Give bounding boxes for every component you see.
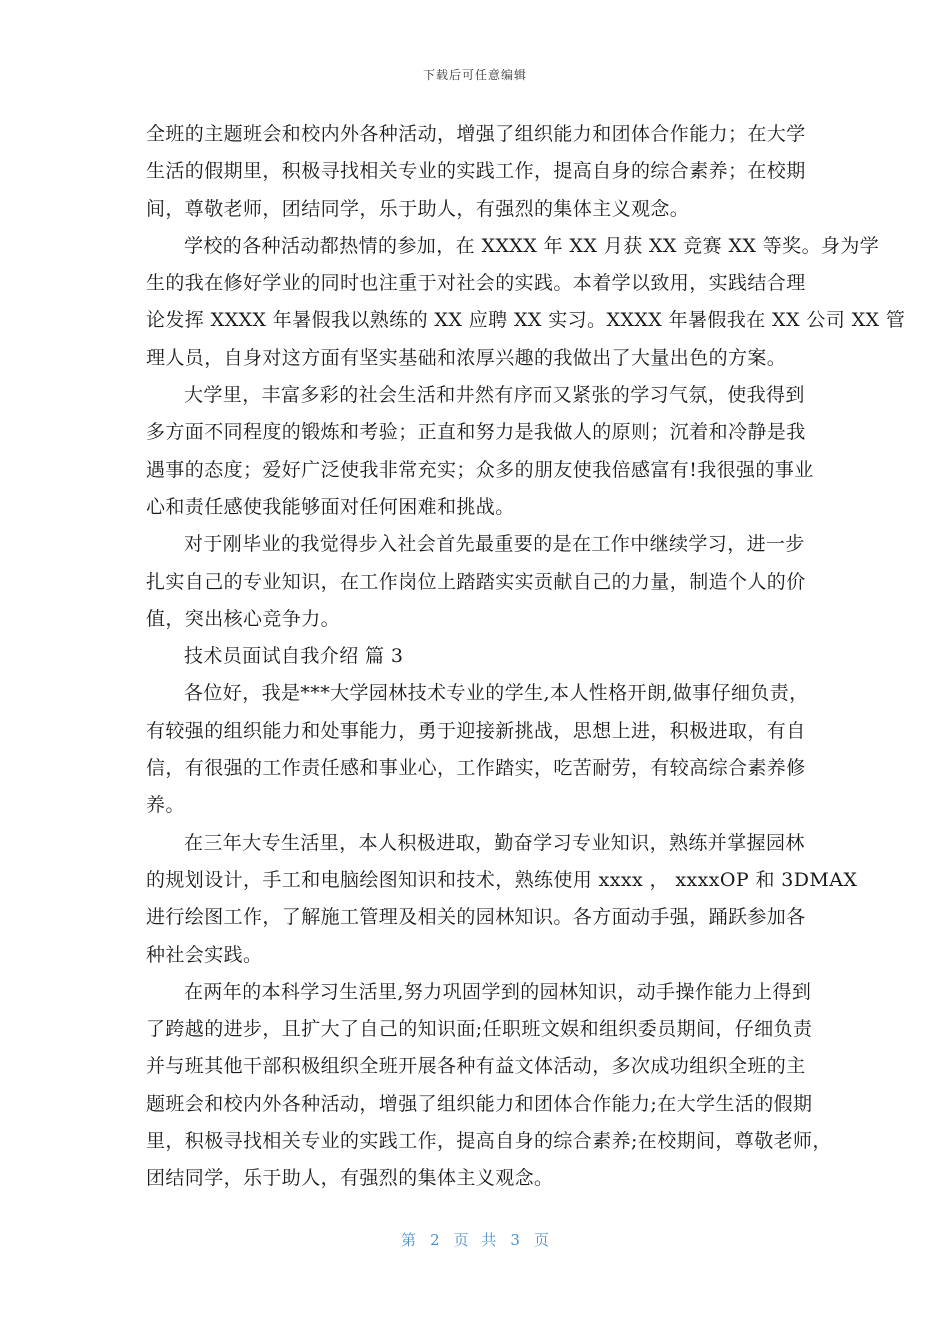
page-prefix: 第	[401, 1231, 417, 1249]
paragraph-start-line: 对于刚毕业的我觉得步入社会首先最重要的是在工作中继续学习，进一步	[184, 533, 805, 556]
text-line: 里，积极寻找相关专业的实践工作，提高自身的综合素养;在校期间，尊敬老师，	[146, 1130, 832, 1153]
text-line: 题班会和校内外各种活动，增强了组织能力和团体合作能力;在大学生活的假期	[146, 1092, 813, 1115]
text-line: 并与班其他干部积极组织全班开展各种有益文体活动，多次成功组织全班的主	[146, 1055, 806, 1078]
text-line: 团结同学，乐于助人，有强烈的集体主义观念。	[146, 1167, 554, 1190]
page-number-footer	[0, 1229, 950, 1250]
page-suffix: 页	[533, 1231, 549, 1249]
paragraph-start-line: 大学里，丰富多彩的社会生活和井然有序而又紧张的学习气氛，使我得到	[184, 384, 805, 407]
text-line: 论发挥 XXXX 年暑假我以熟练的 XX 应聘 XX 实习。XXXX 年暑假我在 XX 公司 XX 管	[146, 309, 906, 332]
total-pages-number: 3	[510, 1231, 520, 1249]
text-line: 进行绘图工作，了解施工管理及相关的园林知识。各方面动手强，踊跃参加各	[146, 906, 806, 929]
page-middle-text: 页 共	[453, 1231, 497, 1249]
text-line: 心和责任感使我能够面对任何困难和挑战。	[146, 495, 515, 518]
text-line: 生的我在修好学业的同时也注重于对社会的实践。本着学以致用，实践结合理	[146, 272, 806, 295]
page-header-note: 下载后可任意编辑	[422, 68, 527, 82]
text-line: 有较强的组织能力和处事能力，勇于迎接新挑战，思想上进，积极进取，有自	[146, 719, 806, 742]
text-line: 值，突出核心竞争力。	[146, 607, 341, 630]
paragraph-start-line: 在三年大专生活里，本人积极进取，勤奋学习专业知识，熟练并掌握园林	[184, 831, 805, 854]
text-line: 养。	[146, 794, 185, 817]
text-line: 扎实自己的专业知识，在工作岗位上踏踏实实贡献自己的力量，制造个人的价	[146, 570, 806, 593]
text-line: 种社会实践。	[146, 943, 263, 966]
text-line: 遇事的态度；爱好广泛使我非常充实；众多的朋友使我倍感富有!我很强的事业	[146, 458, 814, 481]
text-line: 的规划设计，手工和电脑绘图知识和技术，熟练使用 xxxx ， xxxxOP 和 3DMAX	[146, 868, 858, 891]
current-page-number: 2	[430, 1231, 440, 1249]
text-line: 信，有很强的工作责任感和事业心，工作踏实，吃苦耐劳，有较高综合素养修	[146, 757, 806, 780]
paragraph-start-line: 在两年的本科学习生活里,努力巩固学到的园林知识，动手操作能力上得到	[184, 980, 812, 1003]
text-line: 了跨越的进步，且扩大了自己的知识面;任职班文娱和组织委员期间，仔细负责	[146, 1018, 813, 1041]
text-line: 间，尊敬老师，团结同学，乐于助人，有强烈的集体主义观念。	[146, 197, 690, 220]
text-line: 多方面不同程度的锻炼和考验；正直和努力是我做人的原则；沉着和冷静是我	[146, 421, 806, 444]
text-line: 全班的主题班会和校内外各种活动，增强了组织能力和团体合作能力；在大学	[146, 123, 806, 145]
text-line: 生活的假期里，积极寻找相关专业的实践工作，提高自身的综合素养；在校期	[146, 160, 806, 183]
paragraph-start-line: 各位好，我是***大学园林技术专业的学生,本人性格开朗,做事仔细负责，	[184, 682, 809, 705]
section-heading: 技术员面试自我介绍 篇 3	[184, 645, 404, 668]
text-line: 理人员，自身对这方面有坚实基础和浓厚兴趣的我做出了大量出色的方案。	[146, 346, 787, 369]
paragraph-start-line: 学校的各种活动都热情的参加，在 XXXX 年 XX 月获 XX 竞赛 XX 等奖。身为学	[184, 234, 880, 257]
document-body	[146, 116, 906, 1198]
